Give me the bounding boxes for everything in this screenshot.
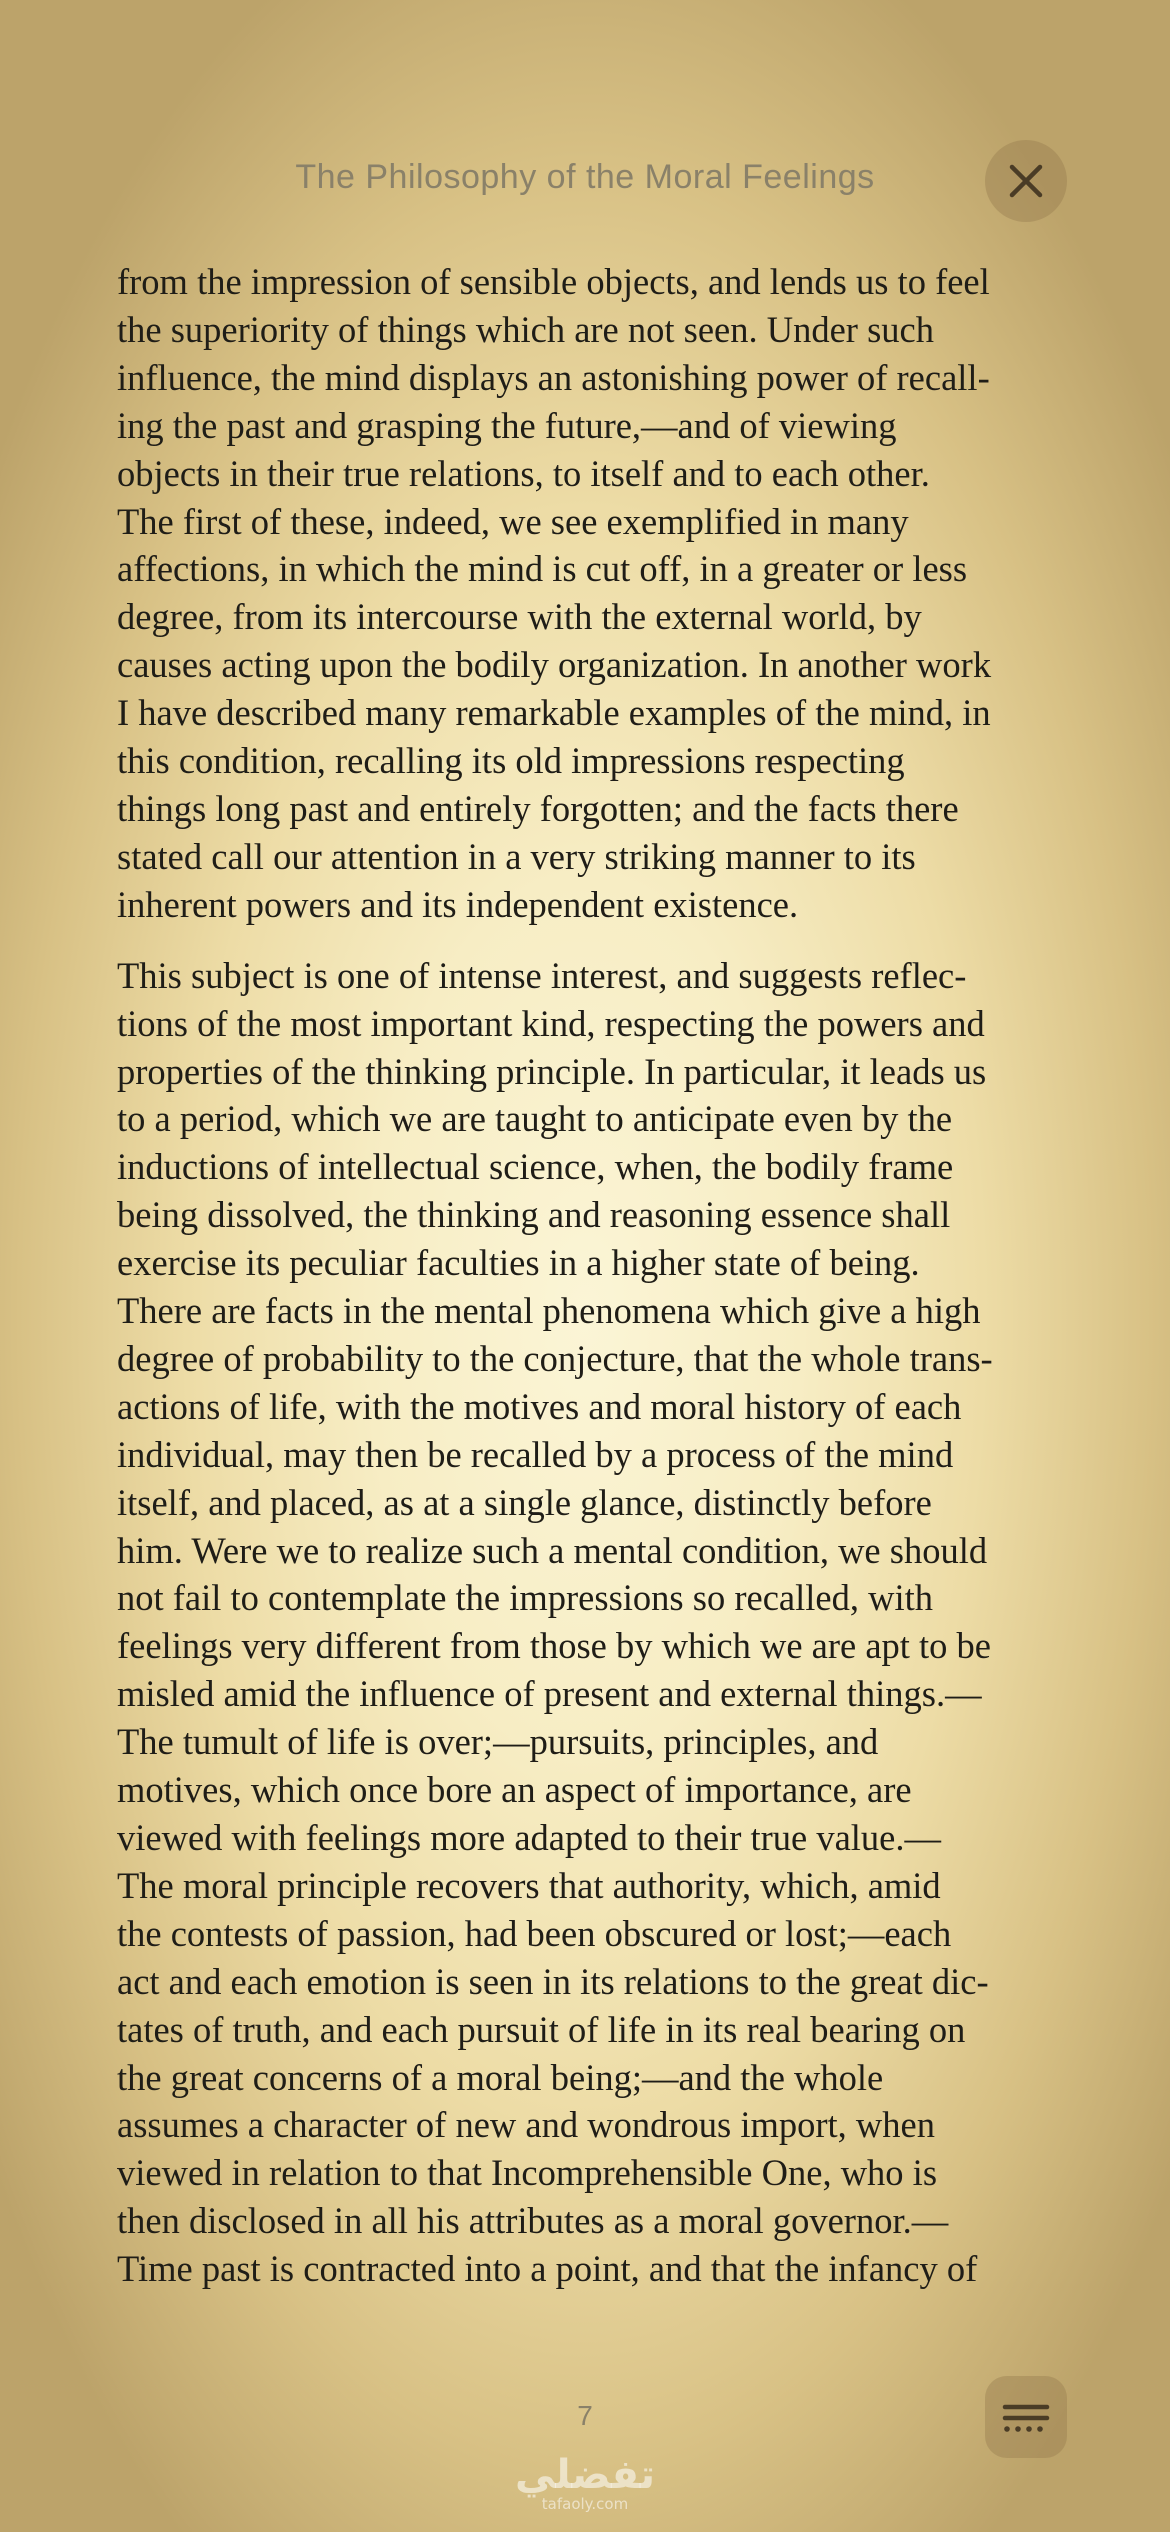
text-line: degree of probability to the conjecture, that the whole trans- xyxy=(117,1337,993,1379)
text-line: causes acting upon the bodily organization. In another work xyxy=(117,644,992,686)
text-line: tions of the most important kind, respecting the powers and xyxy=(117,1002,985,1044)
text-line: from the impression of sensible objects, and lends us to feel xyxy=(117,261,990,302)
text-line: stated call our attention in a very striking manner to its xyxy=(117,835,916,877)
text-line: Time past is contracted into a point, and that the infancy of xyxy=(117,2248,978,2290)
text-line: actions of life, with the motives and moral history of each xyxy=(117,1385,962,1427)
text-line: individual, may then be recalled by a process of the mind xyxy=(117,1433,954,1475)
text-line: I have described many remarkable examples of the mind, in xyxy=(117,692,991,734)
text-line: inductions of intellectual science, when, the bodily frame xyxy=(117,1146,954,1188)
text-line: misled amid the influence of present and external things.— xyxy=(117,1673,982,1715)
text-line: things long past and entirely forgotten; and the facts there xyxy=(117,787,959,829)
text-line: properties of the thinking principle. In particular, it leads us xyxy=(117,1050,987,1092)
text-line: degree, from its intercourse with the external world, by xyxy=(117,596,922,638)
text-line: to a period, which we are taught to anticipate even by the xyxy=(117,1098,953,1140)
watermark-text: تفضلي xyxy=(514,2452,656,2498)
text-line: the superiority of things which are not seen. Under such xyxy=(117,308,934,350)
text-line: then disclosed in all his attributes as a moral governor.— xyxy=(117,2200,949,2242)
text-line: this condition, recalling its old impressions respecting xyxy=(117,740,905,782)
text-line: exercise its peculiar faculties in a higher state of being. xyxy=(117,1242,920,1284)
text-line: The first of these, indeed, we see exemplified in many xyxy=(117,500,909,542)
text-line: viewed in relation to that Incomprehensible One, who is xyxy=(117,2152,938,2194)
page-number: 7 xyxy=(577,2400,593,2431)
text-line: the great concerns of a moral being;—and the whole xyxy=(117,2056,884,2098)
text-line: objects in their true relations, to itself and to each other. xyxy=(117,452,930,494)
text-line: not fail to contemplate the impressions so recalled, with xyxy=(117,1577,933,1619)
text-line: act and each emotion is seen in its relations to the great dic- xyxy=(117,1960,989,2002)
text-line: the contests of passion, had been obscured or lost;—each xyxy=(117,1912,952,1954)
watermark xyxy=(0,2452,1170,2513)
text-line: him. Were we to realize such a mental condition, we should xyxy=(117,1529,988,1571)
text-line: inherent powers and its independent existence. xyxy=(117,883,799,925)
book-text xyxy=(117,258,1062,2316)
text-line: This subject is one of intense interest, and suggests reflec- xyxy=(117,954,967,996)
text-line: being dissolved, the thinking and reasoning essence shall xyxy=(117,1194,951,1236)
paragraph xyxy=(117,952,1062,2293)
menu-icon xyxy=(1001,2397,1051,2437)
book-title: The Philosophy of the Moral Feelings xyxy=(295,158,875,196)
text-line: assumes a character of new and wondrous import, when xyxy=(117,2104,935,2146)
watermark-subtext: tafaoly.com xyxy=(541,2495,629,2513)
text-line: affections, in which the mind is cut off, in a greater or less xyxy=(117,548,968,590)
close-icon xyxy=(1006,161,1046,201)
paragraph xyxy=(117,258,1062,929)
contents-menu-button[interactable] xyxy=(985,2376,1067,2458)
text-line: The moral principle recovers that authority, which, amid xyxy=(117,1864,941,1906)
text-line: viewed with feelings more adapted to their true value.— xyxy=(117,1817,942,1858)
text-line: There are facts in the mental phenomena which give a high xyxy=(117,1290,981,1332)
text-line: itself, and placed, as at a single glance, distinctly before xyxy=(117,1481,932,1523)
text-line: feelings very different from those by which we are apt to be xyxy=(117,1625,992,1667)
text-line: motives, which once bore an aspect of importance, are xyxy=(117,1769,912,1811)
text-line: ing the past and grasping the future,—and of viewing xyxy=(117,404,897,446)
text-line: The tumult of life is over;—pursuits, principles, and xyxy=(117,1721,879,1763)
text-line: tates of truth, and each pursuit of life in its real bearing on xyxy=(117,2008,966,2050)
close-button[interactable] xyxy=(985,140,1067,222)
text-line: influence, the mind displays an astonishing power of recall- xyxy=(117,356,990,398)
